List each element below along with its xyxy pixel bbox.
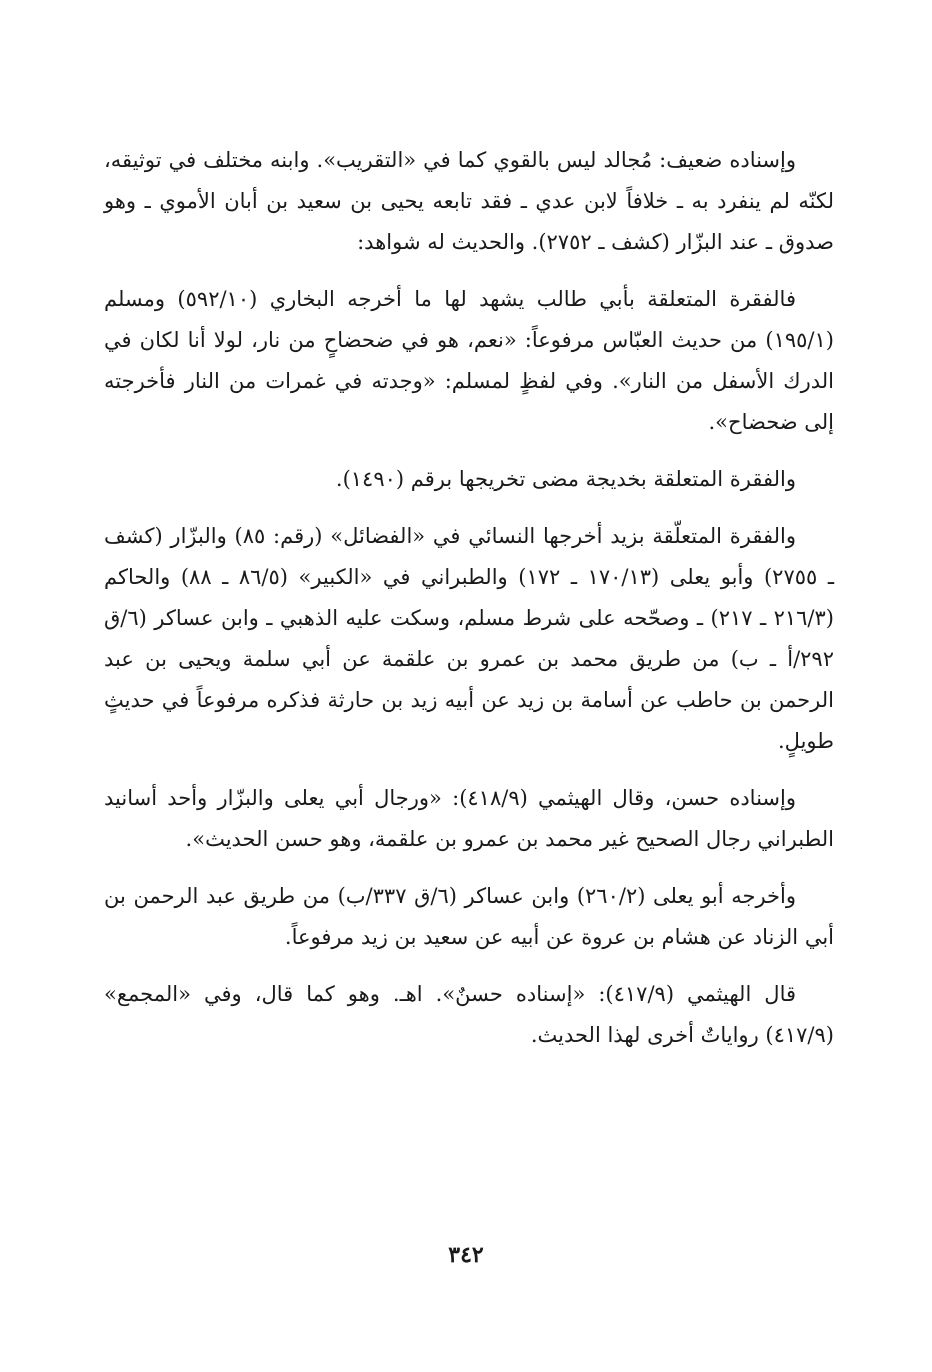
paragraph-abu-talib: فالفقرة المتعلقة بأبي طالب يشهد لها ما أخرجه البخاري (٥٩٢/١٠) ومسلم (١٩٥/١) من حديث العبّاس مرفوعاً: «نعم، هو في ضحضاحٍ من نار، لولا أنا لكان في الدرك الأسفل من النار». وفي لفظٍ لمسلم: «وجدته في غمرات من النار فأخرجته إلى ضحضاح». <box>104 287 834 434</box>
paragraph-zayd: والفقرة المتعلّقة بزيد أخرجها النسائي في «الفضائل» (رقم: ٨٥) والبزّار (كشف ـ ٢٧٥٥) وأبو يعلى (١٧٠/١٣ ـ ١٧٢) والطبراني في «الكبير» (٨٦/٥ ـ ٨٨) والحاكم (٢١٦/٣ ـ ٢١٧) ـ وصحّحه على شرط مسلم، وسكت عليه الذهبي ـ وابن عساكر (٦/ق ٢٩٢/أ ـ ب) من طريق محمد بن عمرو بن علقمة عن أبي سلمة ويحيى بن عبد الرحمن بن حاطب عن أسامة بن زيد عن أبيه زيد بن حارثة فذكره مرفوعاً في حديثٍ طويلٍ. <box>104 524 835 753</box>
paragraph-abu-yala: وأخرجه أبو يعلى (٢٦٠/٢) وابن عساكر (٦/ق ٣٣٧/ب) من طريق عبد الرحمن بن أبي الزناد عن هشام بن عروة عن أبيه عن سعيد بن زيد مرفوعاً. <box>104 884 834 949</box>
paragraph-isnad-weak: وإسناده ضعيف: مُجالد ليس بالقوي كما في «التقريب». وابنه مختلف في توثيقه، لكنّه لم ينفرد به ـ خلافاً لابن عدي ـ فقد تابعه يحيى بن سعيد بن أبان الأموي ـ وهو صدوق ـ عند البزّار (كشف ـ ٢٧٥٢). والحديث له شواهد: <box>104 148 834 254</box>
paragraph-haythami-hasan: وإسناده حسن، وقال الهيثمي (٤١٨/٩): «ورجال أبي يعلى والبزّار وأحد أسانيد الطبراني رجال الصحيح غير محمد بن عمرو بن علقمة، وهو حسن الحديث». <box>104 786 834 851</box>
page-number: ٣٤٢ <box>448 1242 484 1268</box>
page-body <box>104 140 834 1072</box>
paragraph-majma: قال الهيثمي (٤١٧/٩): «إسناده حسنٌ». اهـ. وهو كما قال، وفي «المجمع» (٤١٧/٩) رواياتٌ أخرى لهذا الحديث. <box>104 982 834 1047</box>
paragraph-khadija: والفقرة المتعلقة بخديجة مضى تخريجها برقم (١٤٩٠). <box>335 467 796 491</box>
